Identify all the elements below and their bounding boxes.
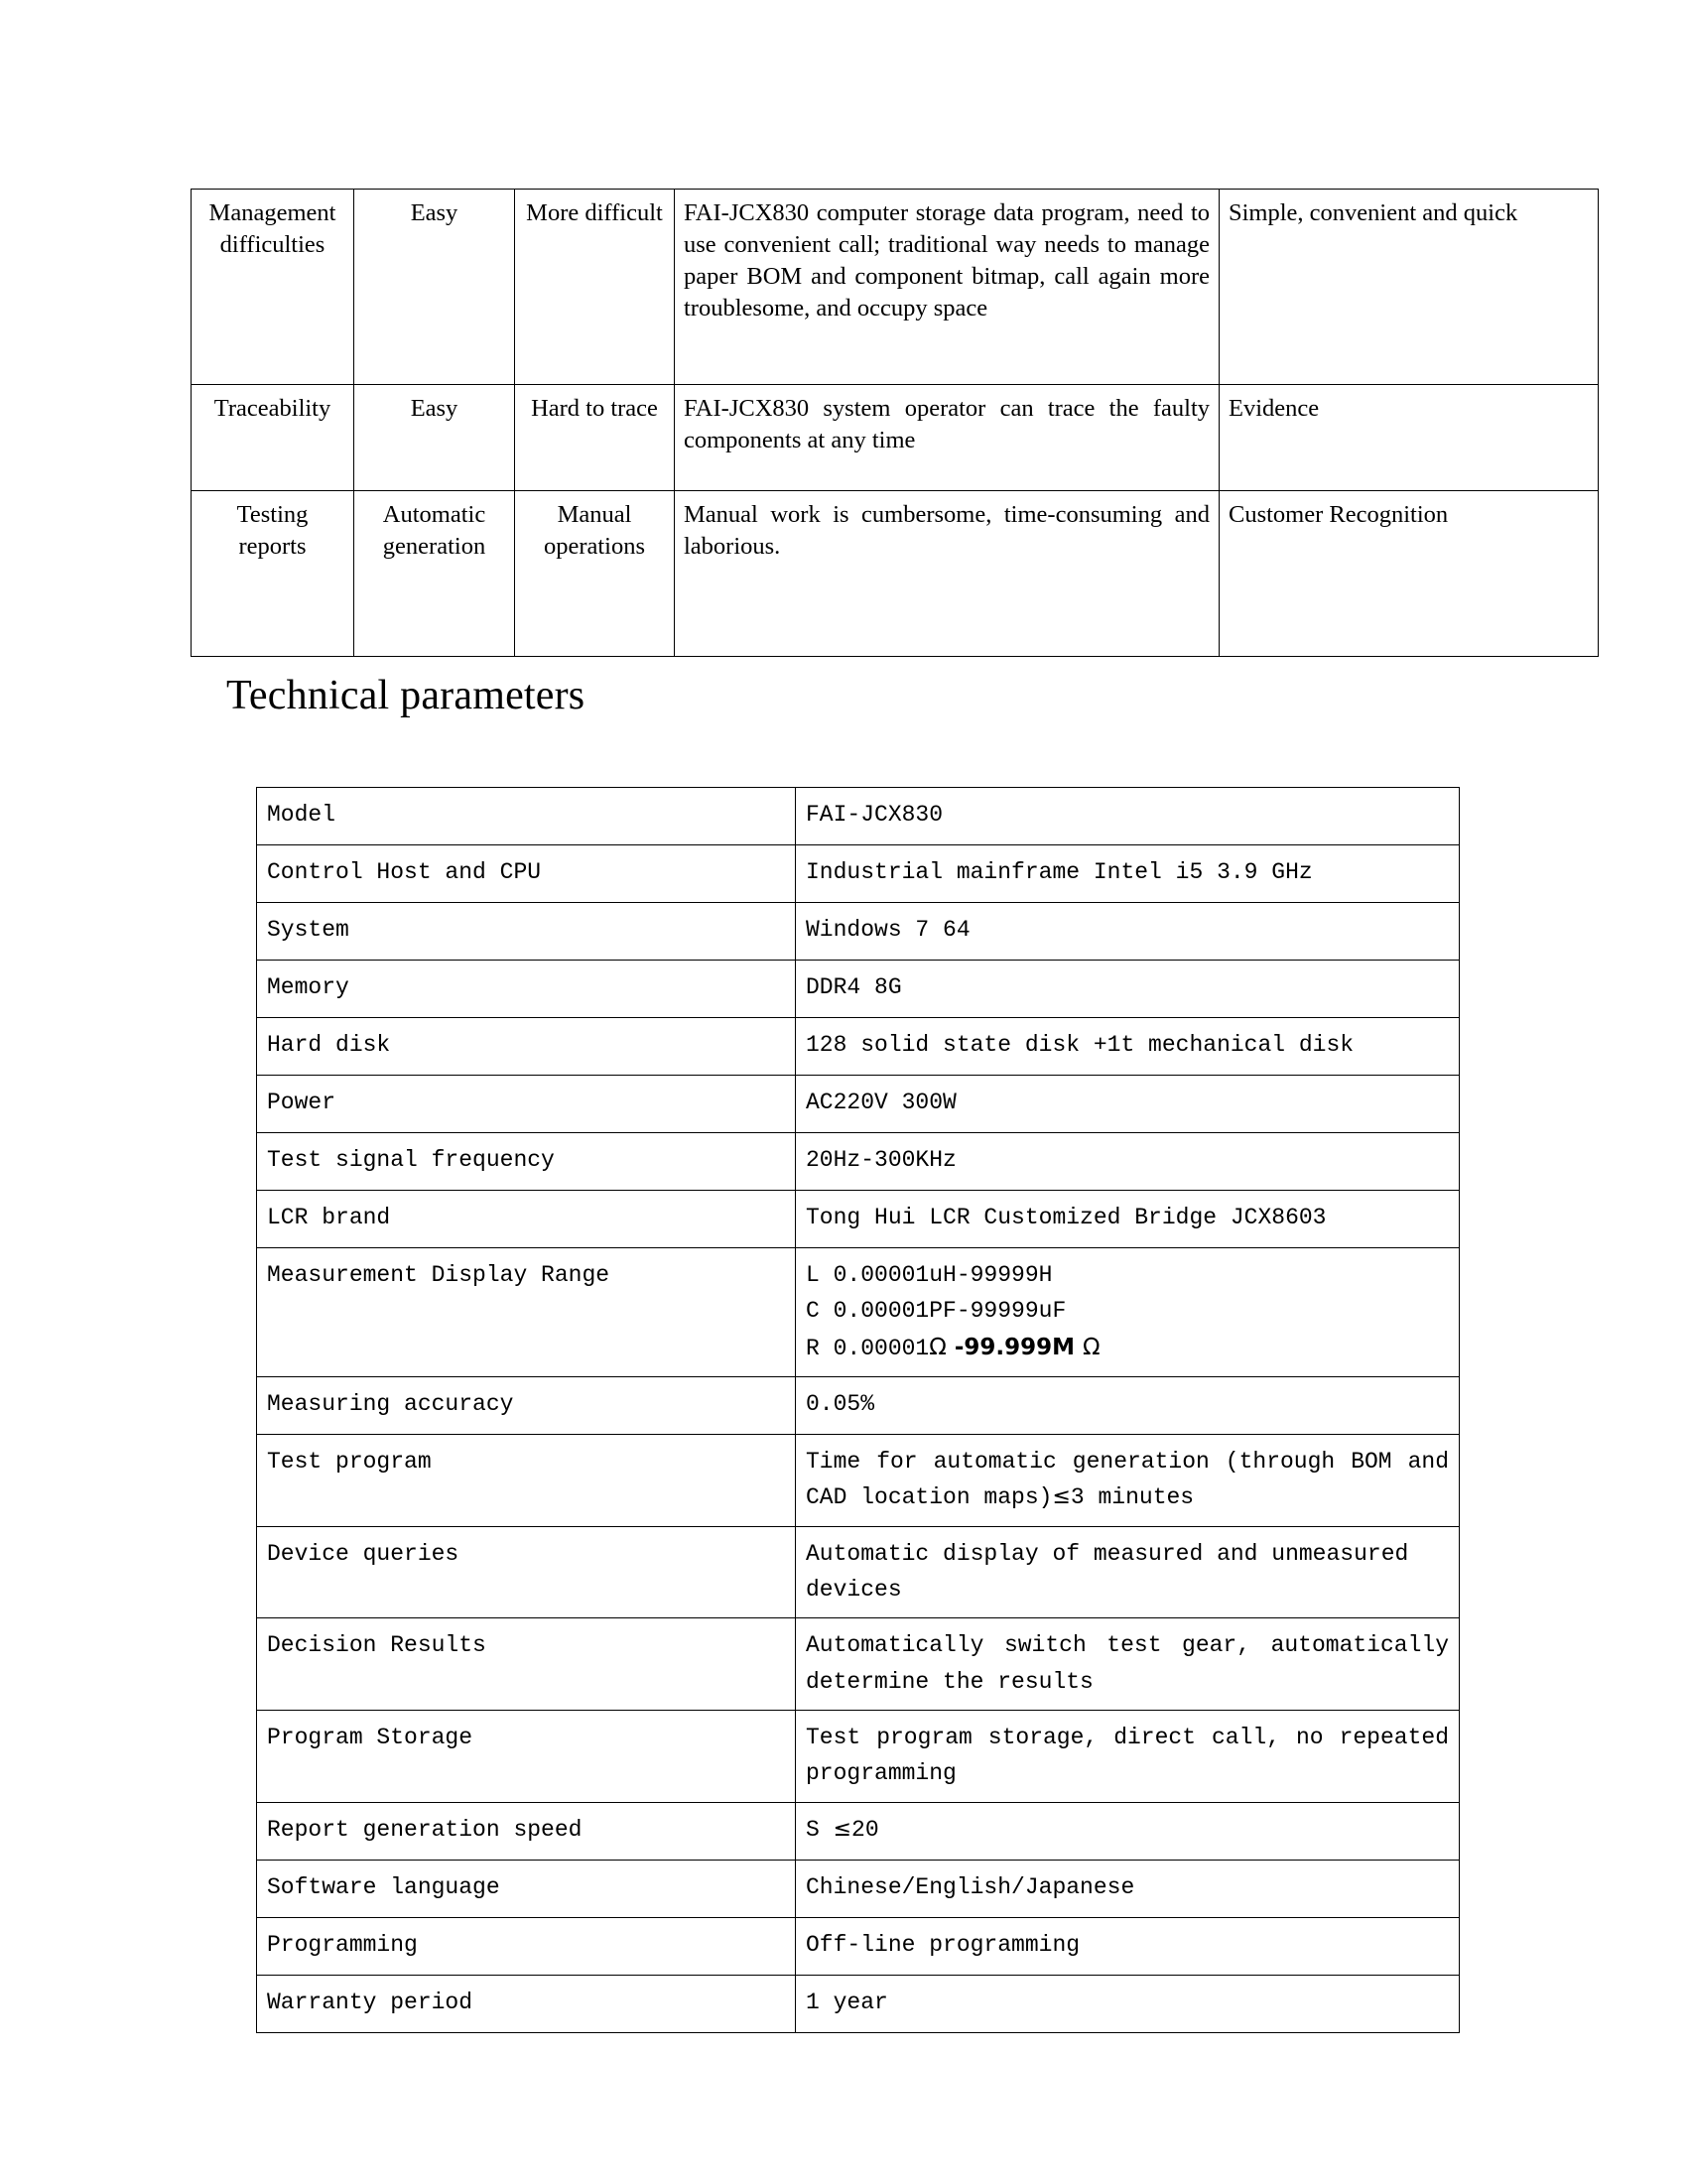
comparison-col3-cell: Hard to trace xyxy=(515,385,675,491)
spec-value-cell: DDR4 8G xyxy=(796,961,1460,1018)
spec-value-cell: Industrial mainframe Intel i5 3.9 GHz xyxy=(796,845,1460,903)
comparison-aspect-cell: Management difficulties xyxy=(192,190,354,385)
table-row xyxy=(257,1076,1460,1133)
table-row xyxy=(192,491,1599,657)
table-row xyxy=(257,903,1460,961)
comparison-benefit-cell: Customer Recognition xyxy=(1220,491,1599,657)
spec-value-cell: Tong Hui LCR Customized Bridge JCX8603 xyxy=(796,1191,1460,1248)
spec-label-cell: Measuring accuracy xyxy=(257,1377,796,1435)
spec-value-cell: 128 solid state disk +1t mechanical disk xyxy=(796,1018,1460,1076)
table-row xyxy=(257,1802,1460,1860)
less-equal-symbol: ≤ xyxy=(833,1816,852,1842)
comparison-aspect-cell: Testing reports xyxy=(192,491,354,657)
spec-label-cell: Program Storage xyxy=(257,1710,796,1802)
table-row xyxy=(192,190,1599,385)
table-row xyxy=(257,1526,1460,1618)
report-speed-suffix: 20 xyxy=(851,1816,879,1843)
page-title: Technical parameters xyxy=(226,673,585,718)
test-program-text-2: 3 minutes xyxy=(1070,1484,1195,1511)
spec-value-cell: 20Hz-300KHz xyxy=(796,1133,1460,1191)
less-equal-symbol: ≤ xyxy=(1052,1484,1071,1510)
table-row xyxy=(257,788,1460,845)
range-r-bold: -99.999M xyxy=(946,1334,1084,1360)
table-row xyxy=(257,1248,1460,1377)
spec-value-cell xyxy=(796,1435,1460,1527)
range-r-prefix: R 0.00001 xyxy=(806,1335,930,1361)
spec-label-cell: Control Host and CPU xyxy=(257,845,796,903)
comparison-aspect-cell: Traceability xyxy=(192,385,354,491)
spec-value-cell: Chinese/English/Japanese xyxy=(796,1860,1460,1917)
spec-label-cell: Hard disk xyxy=(257,1018,796,1076)
comparison-col2-cell: Easy xyxy=(354,190,515,385)
spec-label-cell: Device queries xyxy=(257,1526,796,1618)
spec-label-cell: System xyxy=(257,903,796,961)
table-row xyxy=(257,1860,1460,1917)
spec-label-cell: LCR brand xyxy=(257,1191,796,1248)
test-program-text-1: Time for automatic generation (through BOM and CAD location maps) xyxy=(806,1449,1449,1511)
table-row xyxy=(257,1018,1460,1076)
report-speed-prefix: S xyxy=(806,1816,834,1843)
spec-label-cell: Memory xyxy=(257,961,796,1018)
spec-label-cell: Software language xyxy=(257,1860,796,1917)
ohm-symbol: Ω xyxy=(929,1334,947,1360)
spec-label-cell: Model xyxy=(257,788,796,845)
comparison-description-cell: Manual work is cumbersome, time-consuming and laborious. xyxy=(675,491,1220,657)
comparison-benefit-cell: Simple, convenient and quick xyxy=(1220,190,1599,385)
table-row xyxy=(257,1377,1460,1435)
table-row xyxy=(192,385,1599,491)
measurement-range-line-r xyxy=(806,1330,1449,1366)
technical-parameters-table xyxy=(256,787,1460,2033)
spec-label-cell: Report generation speed xyxy=(257,1802,796,1860)
spec-value-cell: AC220V 300W xyxy=(796,1076,1460,1133)
comparison-col2-cell: Easy xyxy=(354,385,515,491)
table-row xyxy=(257,1710,1460,1802)
table-row xyxy=(257,1435,1460,1527)
table-row xyxy=(257,1975,1460,2032)
spec-value-cell: FAI-JCX830 xyxy=(796,788,1460,845)
table-row xyxy=(257,961,1460,1018)
spec-label-cell: Decision Results xyxy=(257,1618,796,1711)
table-row xyxy=(257,1191,1460,1248)
spec-value-cell: 1 year xyxy=(796,1975,1460,2032)
spec-value-cell: Off-line programming xyxy=(796,1917,1460,1975)
comparison-description-cell: FAI-JCX830 computer storage data program, need to use convenient call; traditional way needs to manage paper BOM and component bitmap, call again more troublesome, and occupy space xyxy=(675,190,1220,385)
spec-label-cell: Test signal frequency xyxy=(257,1133,796,1191)
comparison-col2-cell: Automatic generation xyxy=(354,491,515,657)
table-row xyxy=(257,1917,1460,1975)
spec-value-cell: Automatically switch test gear, automatically determine the results xyxy=(796,1618,1460,1711)
spec-label-cell: Measurement Display Range xyxy=(257,1248,796,1377)
spec-label-cell: Power xyxy=(257,1076,796,1133)
table-row xyxy=(257,1133,1460,1191)
spec-value-cell: Automatic display of measured and unmeasured devices xyxy=(796,1526,1460,1618)
table-row xyxy=(257,1618,1460,1711)
spec-value-cell xyxy=(796,1802,1460,1860)
spec-value-cell: Test program storage, direct call, no repeated programming xyxy=(796,1710,1460,1802)
comparison-benefit-cell: Evidence xyxy=(1220,385,1599,491)
measurement-range-line-l: L 0.00001uH-99999H xyxy=(806,1262,1053,1288)
spec-label-cell: Warranty period xyxy=(257,1975,796,2032)
spec-label-cell: Programming xyxy=(257,1917,796,1975)
measurement-range-line-c: C 0.00001PF-99999uF xyxy=(806,1298,1067,1325)
comparison-col3-cell: Manual operations xyxy=(515,491,675,657)
comparison-description-cell: FAI-JCX830 system operator can trace the faulty components at any time xyxy=(675,385,1220,491)
table-row xyxy=(257,845,1460,903)
spec-label-cell: Test program xyxy=(257,1435,796,1527)
spec-value-cell: 0.05% xyxy=(796,1377,1460,1435)
ohm-symbol: Ω xyxy=(1083,1334,1101,1360)
spec-value-cell: Windows 7 64 xyxy=(796,903,1460,961)
comparison-table xyxy=(191,189,1599,657)
comparison-col3-cell: More difficult xyxy=(515,190,675,385)
spec-value-cell xyxy=(796,1248,1460,1377)
